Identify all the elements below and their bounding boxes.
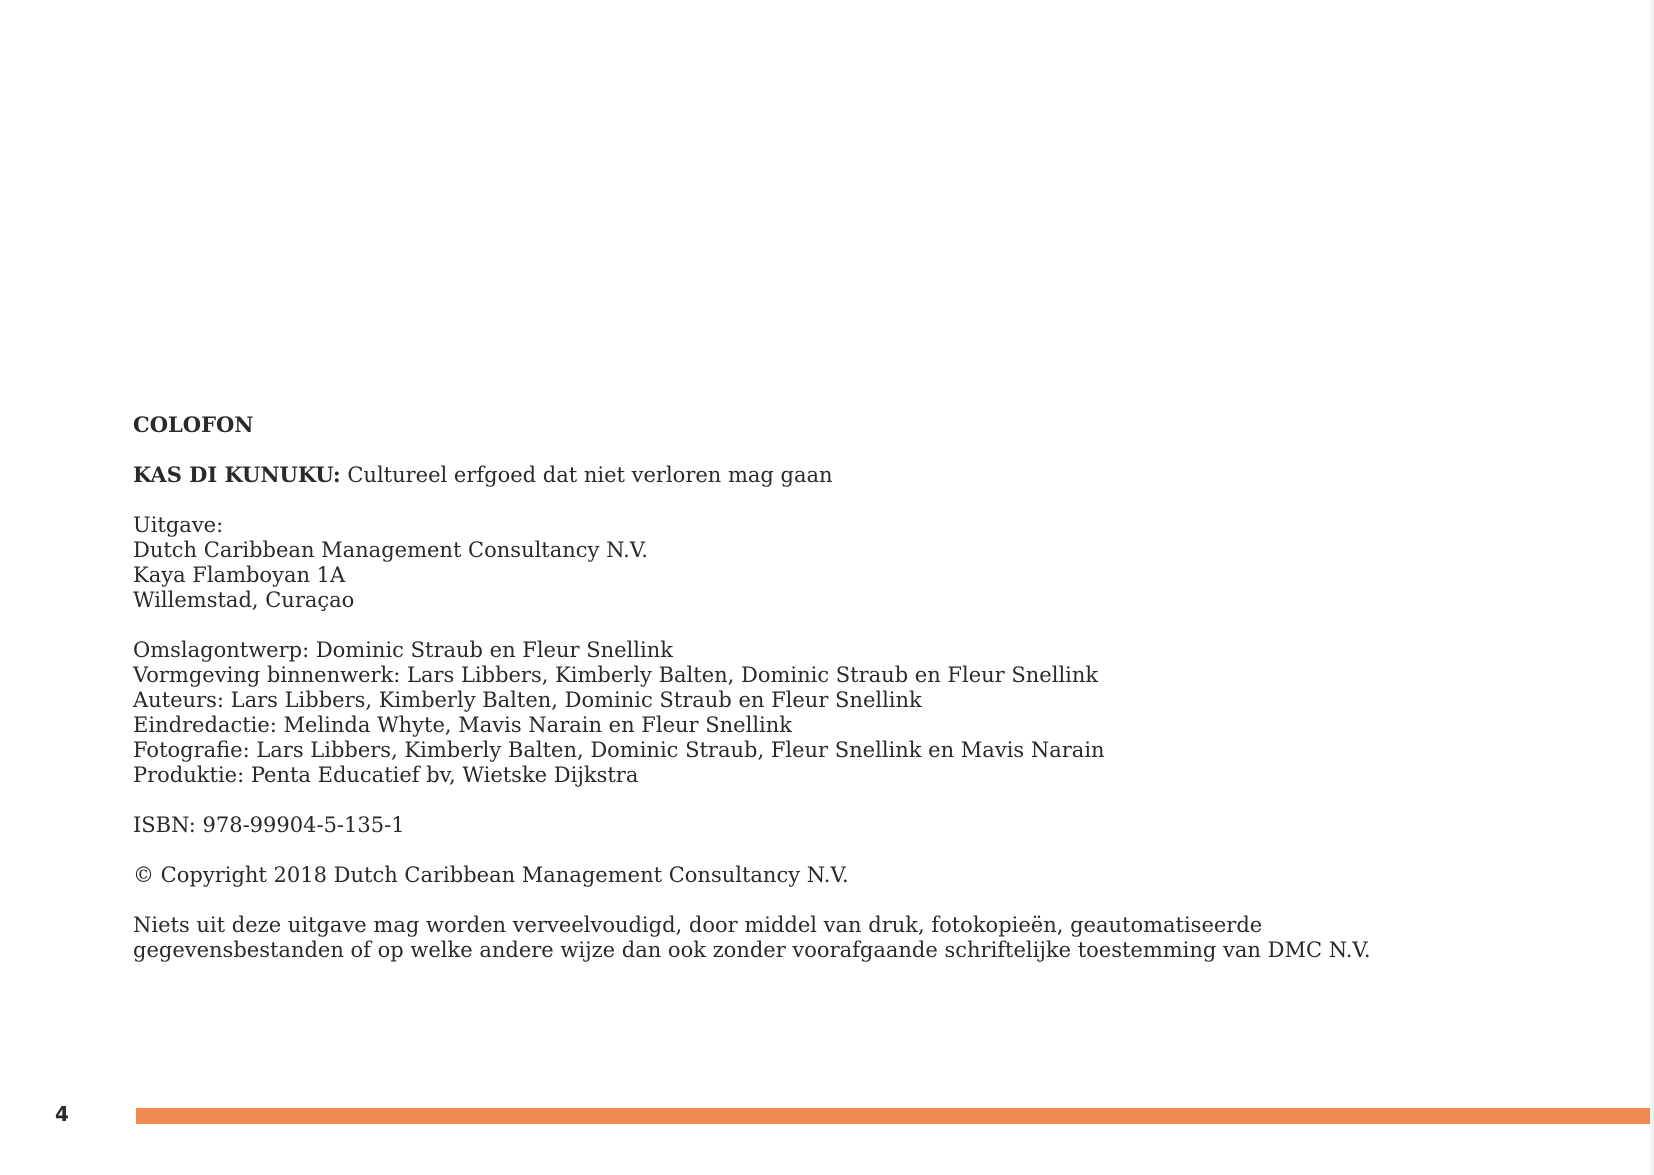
publisher-block: [133, 513, 1553, 613]
publisher-street: Kaya Flamboyan 1A: [133, 563, 346, 587]
page-edge-shadow: [1648, 0, 1654, 1175]
rights-notice: [133, 913, 1553, 963]
publisher-city: Willemstad, Curaçao: [133, 588, 355, 612]
copyright-line: © Copyright 2018 Dutch Caribbean Management Consultancy N.V.: [133, 863, 849, 887]
book-subtitle: Cultureel erfgoed dat niet verloren mag gaan: [340, 463, 833, 487]
publisher-label: Uitgave:: [133, 513, 224, 537]
book-title-line: [133, 462, 1553, 488]
footer-accent-bar: [136, 1108, 1650, 1124]
colophon-section: [133, 412, 1553, 988]
credit-interior-design: Vormgeving binnenwerk: Lars Libbers, Kimberly Balten, Dominic Straub en Fleur Snellink: [133, 663, 1099, 687]
credit-cover-design: Omslagontwerp: Dominic Straub en Fleur Snellink: [133, 638, 673, 662]
rights-notice-line: gegevensbestanden of op welke andere wijze dan ook zonder voorafgaande schriftelijke toestemming van DMC N.V.: [133, 938, 1371, 962]
credit-authors: Auteurs: Lars Libbers, Kimberly Balten, Dominic Straub en Fleur Snellink: [133, 688, 922, 712]
colophon-heading: COLOFON: [133, 412, 254, 437]
book-title-bold: KAS DI KUNUKU:: [133, 462, 341, 487]
publisher-name: Dutch Caribbean Management Consultancy N.V.: [133, 538, 648, 562]
page-number: 4: [55, 1102, 69, 1126]
credit-final-editing: Eindredactie: Melinda Whyte, Mavis Narain en Fleur Snellink: [133, 713, 792, 737]
credit-photography: Fotografie: Lars Libbers, Kimberly Balten, Dominic Straub, Fleur Snellink en Mavis Narain: [133, 738, 1105, 762]
credits-block: [133, 638, 1553, 788]
credit-production: Produktie: Penta Educatief bv, Wietske Dijkstra: [133, 763, 639, 787]
rights-notice-line: Niets uit deze uitgave mag worden verveelvoudigd, door middel van druk, fotokopieën, geautomatiseerde: [133, 913, 1263, 937]
isbn-line: ISBN: 978-99904-5-135-1: [133, 813, 405, 837]
